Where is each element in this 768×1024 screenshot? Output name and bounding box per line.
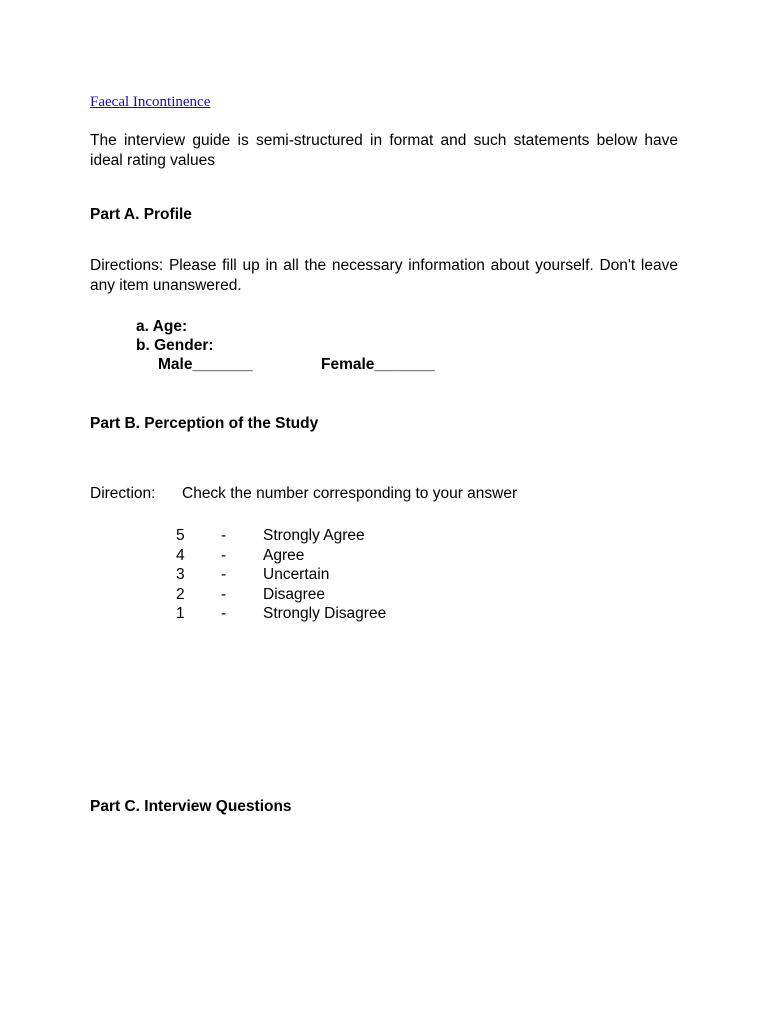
rating-scale-separator: - (221, 585, 227, 603)
rating-scale-row (0, 527, 768, 547)
rating-scale-label: Uncertain (263, 566, 330, 583)
gender-option-male: Male_______ (158, 356, 253, 373)
direction-text: Check the number corresponding to your answer (182, 485, 518, 502)
rating-scale-number: 3 (176, 566, 185, 583)
rating-scale-label: Disagree (263, 585, 326, 603)
rating-scale-separator: - (221, 546, 227, 564)
rating-scale-number: 4 (176, 546, 185, 564)
part-a-directions: Directions: Please fill up in all the necessary information about yourself. Don't leave any item unanswered. (90, 257, 678, 294)
part-c-heading: Part C. Interview Questions (90, 798, 292, 815)
rating-scale-label: Agree (263, 546, 305, 564)
rating-scale-number: 1 (176, 605, 185, 622)
rating-scale-label: Strongly Agree (263, 527, 365, 544)
intro-paragraph: The interview guide is semi-structured in format and such statements below have ideal rating values (90, 132, 678, 169)
part-a-heading: Part A. Profile (90, 206, 192, 223)
rating-scale-row (0, 547, 768, 567)
rating-scale-row (0, 586, 768, 606)
rating-scale-number: 5 (176, 527, 185, 544)
rating-scale-label: Strongly Disagree (263, 605, 387, 622)
profile-item-age: a. Age: (136, 318, 188, 335)
rating-scale-separator: - (221, 605, 227, 622)
rating-scale-row (0, 605, 768, 625)
part-b-heading: Part B. Perception of the Study (90, 415, 319, 432)
rating-scale-separator: - (221, 527, 227, 544)
rating-scale-number: 2 (176, 585, 185, 603)
direction-label: Direction: (90, 485, 156, 502)
rating-scale-row (0, 566, 768, 586)
document-title-link[interactable]: Faecal Incontinence (90, 94, 211, 110)
gender-option-female: Female_______ (321, 356, 435, 373)
rating-scale-separator: - (221, 566, 227, 583)
profile-item-gender: b. Gender: (136, 337, 214, 354)
